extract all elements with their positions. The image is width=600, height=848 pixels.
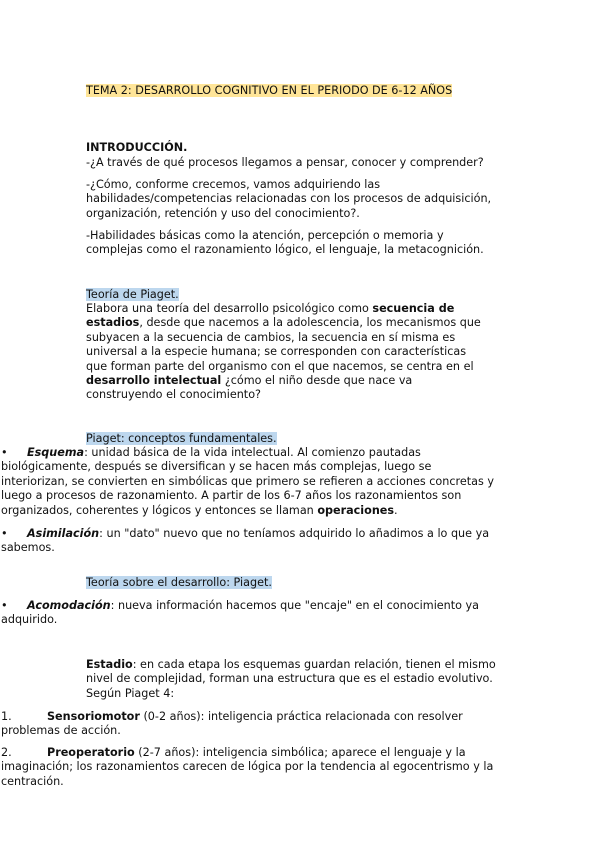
development-heading [86, 576, 272, 590]
intro-paragraph-3: -Habilidades básicas como la atención, percepción o memoria y complejas como el razonamiento lógico, el lenguaje, la metacognición. [86, 229, 484, 257]
title-highlight: TEMA 2: DESARROLLO COGNITIVO EN EL PERIODO DE 6-12 AÑOS [86, 84, 453, 97]
stage-text-1: (0-2 años): inteligencia práctica relacionada con resolver problemas de acción. [1, 710, 463, 738]
intro-paragraph-1: -¿A través de qué procesos llegamos a pensar, conocer y comprender? [86, 156, 484, 169]
acomodacion-text: : nueva información hacemos que "encaje" en el conocimiento ya adquirido. [1, 599, 480, 627]
stage-text-2: (2-7 años): inteligencia simbólica; aparece el lenguaje y la imaginación; los razonamientos carecen de lógica por la tendencia al egocentrismo y la centración. [1, 746, 494, 788]
estadio-term: Estadio [86, 658, 133, 671]
piaget-text-2: , desde que nacemos a la adolescencia, los mecanismos que subyacen a la secuencia de cambios, la secuencia en sí misma es universal a la especie humana; se corresponden con características que forman parte del organismo con el que nacemos, se centra en el [86, 316, 481, 373]
stage-number-1: 1. [1, 710, 12, 723]
bullet-acomodacion: • [1, 599, 8, 612]
asimilacion-term: Asimilación [27, 527, 100, 540]
esquema-bold: operaciones [317, 503, 395, 517]
acomodacion-item [1, 599, 491, 628]
piaget-text-3: ¿cómo el niño desde que nace va construyendo el conocimiento? [86, 374, 413, 402]
esquema-text-2: . [394, 503, 398, 517]
piaget-text-1: Elabora una teoría del desarrollo psicológico como [86, 302, 373, 315]
intro-heading: INTRODUCCIÓN. [86, 141, 188, 154]
stage-item-1 [1, 710, 477, 739]
piaget-theory-paragraph [86, 302, 490, 403]
bullet-esquema: • [1, 446, 8, 459]
esquema-term: Esquema [27, 446, 85, 459]
piaget-bold-1: secuencia de estadios [86, 302, 455, 330]
piaget-theory-heading [86, 288, 179, 302]
esquema-text-1: : unidad básica de la vida intelectual. Al comienzo pautadas biológicamente, después se diversifican y se hacen más complejas, luego se interiorizan, se convierten en simbólicas que primero se refieren a acciones concretas y luego a procesos de razonamiento. A partir de los 6-7 años los razonamientos son organizados, coherentes y lógicos y entonces se llaman [1, 446, 494, 517]
estadio-text: : en cada etapa los esquemas guardan relación, tienen el mismo nivel de complejidad, forman una estructura que es el estadio evolutivo. Según Piaget 4: [86, 658, 496, 700]
bullet-asimilacion: • [1, 527, 8, 540]
piaget-theory-highlight: Teoría de Piaget. [86, 288, 179, 301]
esquema-item [1, 446, 497, 518]
estadio-paragraph [86, 658, 496, 701]
intro-paragraph-2: -¿Cómo, conforme crecemos, vamos adquiriendo las habilidades/competencias relacionadas con los procesos de adquisición, organización, retención y uso del conocimiento?. [86, 178, 492, 220]
acomodacion-term: Acomodación [27, 599, 111, 612]
asimilacion-text: : un "dato" nuevo que no teníamos adquirido lo añadimos a lo que ya sabemos. [1, 527, 490, 555]
development-highlight: Teoría sobre el desarrollo: Piaget. [86, 576, 272, 589]
stage-name-2: Preoperatorio [47, 746, 135, 759]
document-title [86, 84, 452, 98]
stage-number-2: 2. [1, 746, 12, 759]
asimilacion-item [1, 527, 495, 556]
concepts-highlight: Piaget: conceptos fundamentales. [86, 432, 277, 445]
concepts-heading [86, 432, 277, 446]
stage-name-1: Sensoriomotor [47, 710, 140, 723]
stage-item-2 [1, 746, 495, 789]
piaget-bold-2: desarrollo intelectual [86, 374, 222, 388]
